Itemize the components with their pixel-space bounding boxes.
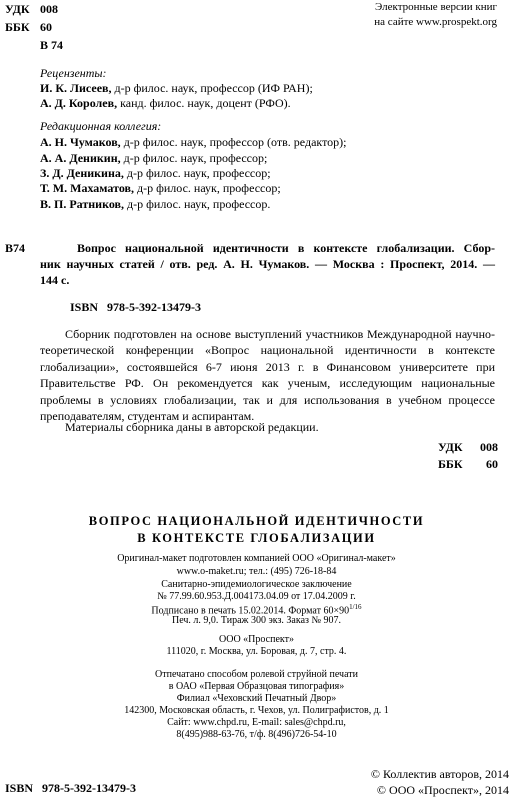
- annotation-paragraph: Сборник подготовлен на основе выступлений участников Международной научно-теоретической конференции «Вопрос национальной идентичности в контексте глобализации», состоявшейся 6-7 июня 2013 г. в Финансовом университете при Правительстве РФ. Он рекомендуется как ученым, исследующим национальные проблемы в условиях глобализации, так и для использования в учебном процессе преподавателям, студентам и аспирантам.: [40, 327, 495, 424]
- biblio-line-3: 144 с.: [40, 273, 70, 287]
- reviewers-heading: Рецензенты:: [40, 66, 107, 80]
- imprint-format-line: Подписано в печать 15.02.2014. Формат $60\times 90^{1/16}$: [151, 603, 362, 617]
- imprint-line: № 77.99.60.953.Д.004173.04.09 от 17.04.2009 г.: [157, 591, 356, 602]
- udk-label-right: УДК: [438, 440, 463, 454]
- imprint-title-line1: ВОПРОС НАЦИОНАЛЬНОЙ ИДЕНТИЧНОСТИ: [88, 514, 425, 528]
- biblio-isbn: ISBN 978-5-392-13479-3: [70, 300, 201, 314]
- udk-label: УДК: [5, 2, 30, 16]
- imprint-line: www.o-maket.ru; тел.: (495) 726-18-84: [176, 566, 337, 577]
- printing-line: в ОАО «Первая Образцовая типография»: [168, 681, 345, 692]
- imprint-title-line2: В КОНТЕКСТЕ ГЛОБАЛИЗАЦИИ: [137, 531, 376, 545]
- electronic-versions-line2: на сайте www.prospekt.org: [374, 16, 497, 28]
- reviewer-line: А. Д. Королев, канд. филос. наук, доцент (РФО).: [40, 96, 291, 110]
- printing-line: Сайт: www.chpd.ru, E-mail: sales@chpd.ru,: [167, 717, 346, 728]
- biblio-line-2: ник научных статей / отв. ред. А. Н. Чумаков. — Москва : Проспект, 2014. —: [40, 257, 495, 271]
- biblio-code: В74: [5, 241, 26, 255]
- board-member-line: А. Н. Чумаков, д-р филос. наук, профессор (отв. редактор);: [40, 135, 347, 149]
- publisher-address: 111020, г. Москва, ул. Боровая, д. 7, стр. 4.: [166, 646, 347, 657]
- udk-value: 008: [40, 2, 58, 16]
- biblio-line-1: Вопрос национальной идентичности в контексте глобализации. Сбор-: [77, 241, 495, 255]
- copyright-publisher: © ООО «Проспект», 2014: [376, 783, 509, 797]
- udk-value-right: 008: [480, 440, 498, 454]
- board-member-line: З. Д. Деникина, д-р филос. наук, профессор;: [40, 166, 271, 180]
- copyright-authors: © Коллектив авторов, 2014: [370, 767, 509, 781]
- imprint-line: Санитарно-эпидемиологическое заключение: [161, 579, 352, 590]
- board-member-line: В. П. Ратников, д-р филос. наук, профессор.: [40, 197, 271, 211]
- board-member-line: А. А. Деникин, д-р филос. наук, профессор;: [40, 151, 268, 165]
- reviewer-line: И. К. Лисеев, д-р филос. наук, профессор (ИФ РАН);: [40, 81, 313, 95]
- bbk-label-right: ББК: [438, 457, 463, 471]
- printing-line: Филиал «Чеховский Печатный Двор»: [176, 693, 337, 704]
- format-fraction: 1/16: [349, 603, 362, 611]
- bbk-value-right: 60: [486, 457, 498, 471]
- printing-line: 8(495)988-63-76, т/ф. 8(496)726-54-10: [176, 729, 337, 740]
- imprint-line: Оригинал-макет подготовлен компанией ООО «Оригинал-макет»: [117, 553, 396, 564]
- publisher-name: ООО «Проспект»: [219, 634, 294, 645]
- board-heading: Редакционная коллегия:: [40, 119, 162, 133]
- annotation-note: Материалы сборника даны в авторской редакции.: [65, 420, 319, 434]
- printing-line: Отпечатано способом ролевой струйной печати: [155, 669, 358, 680]
- printing-line: 142300, Московская область, г. Чехов, ул. Полиграфистов, д. 1: [124, 705, 389, 716]
- footer-isbn: ISBN 978-5-392-13479-3: [5, 781, 136, 795]
- electronic-versions-line1: Электронные версии книг: [375, 1, 497, 13]
- shelf-code: В 74: [40, 38, 64, 52]
- bbk-value: 60: [40, 20, 52, 34]
- imprint-line: Печ. л. 9,0. Тираж 300 экз. Заказ № 907.: [171, 615, 342, 626]
- board-member-line: Т. М. Махаматов, д-р филос. наук, профессор;: [40, 181, 281, 195]
- bbk-label: ББК: [5, 20, 30, 34]
